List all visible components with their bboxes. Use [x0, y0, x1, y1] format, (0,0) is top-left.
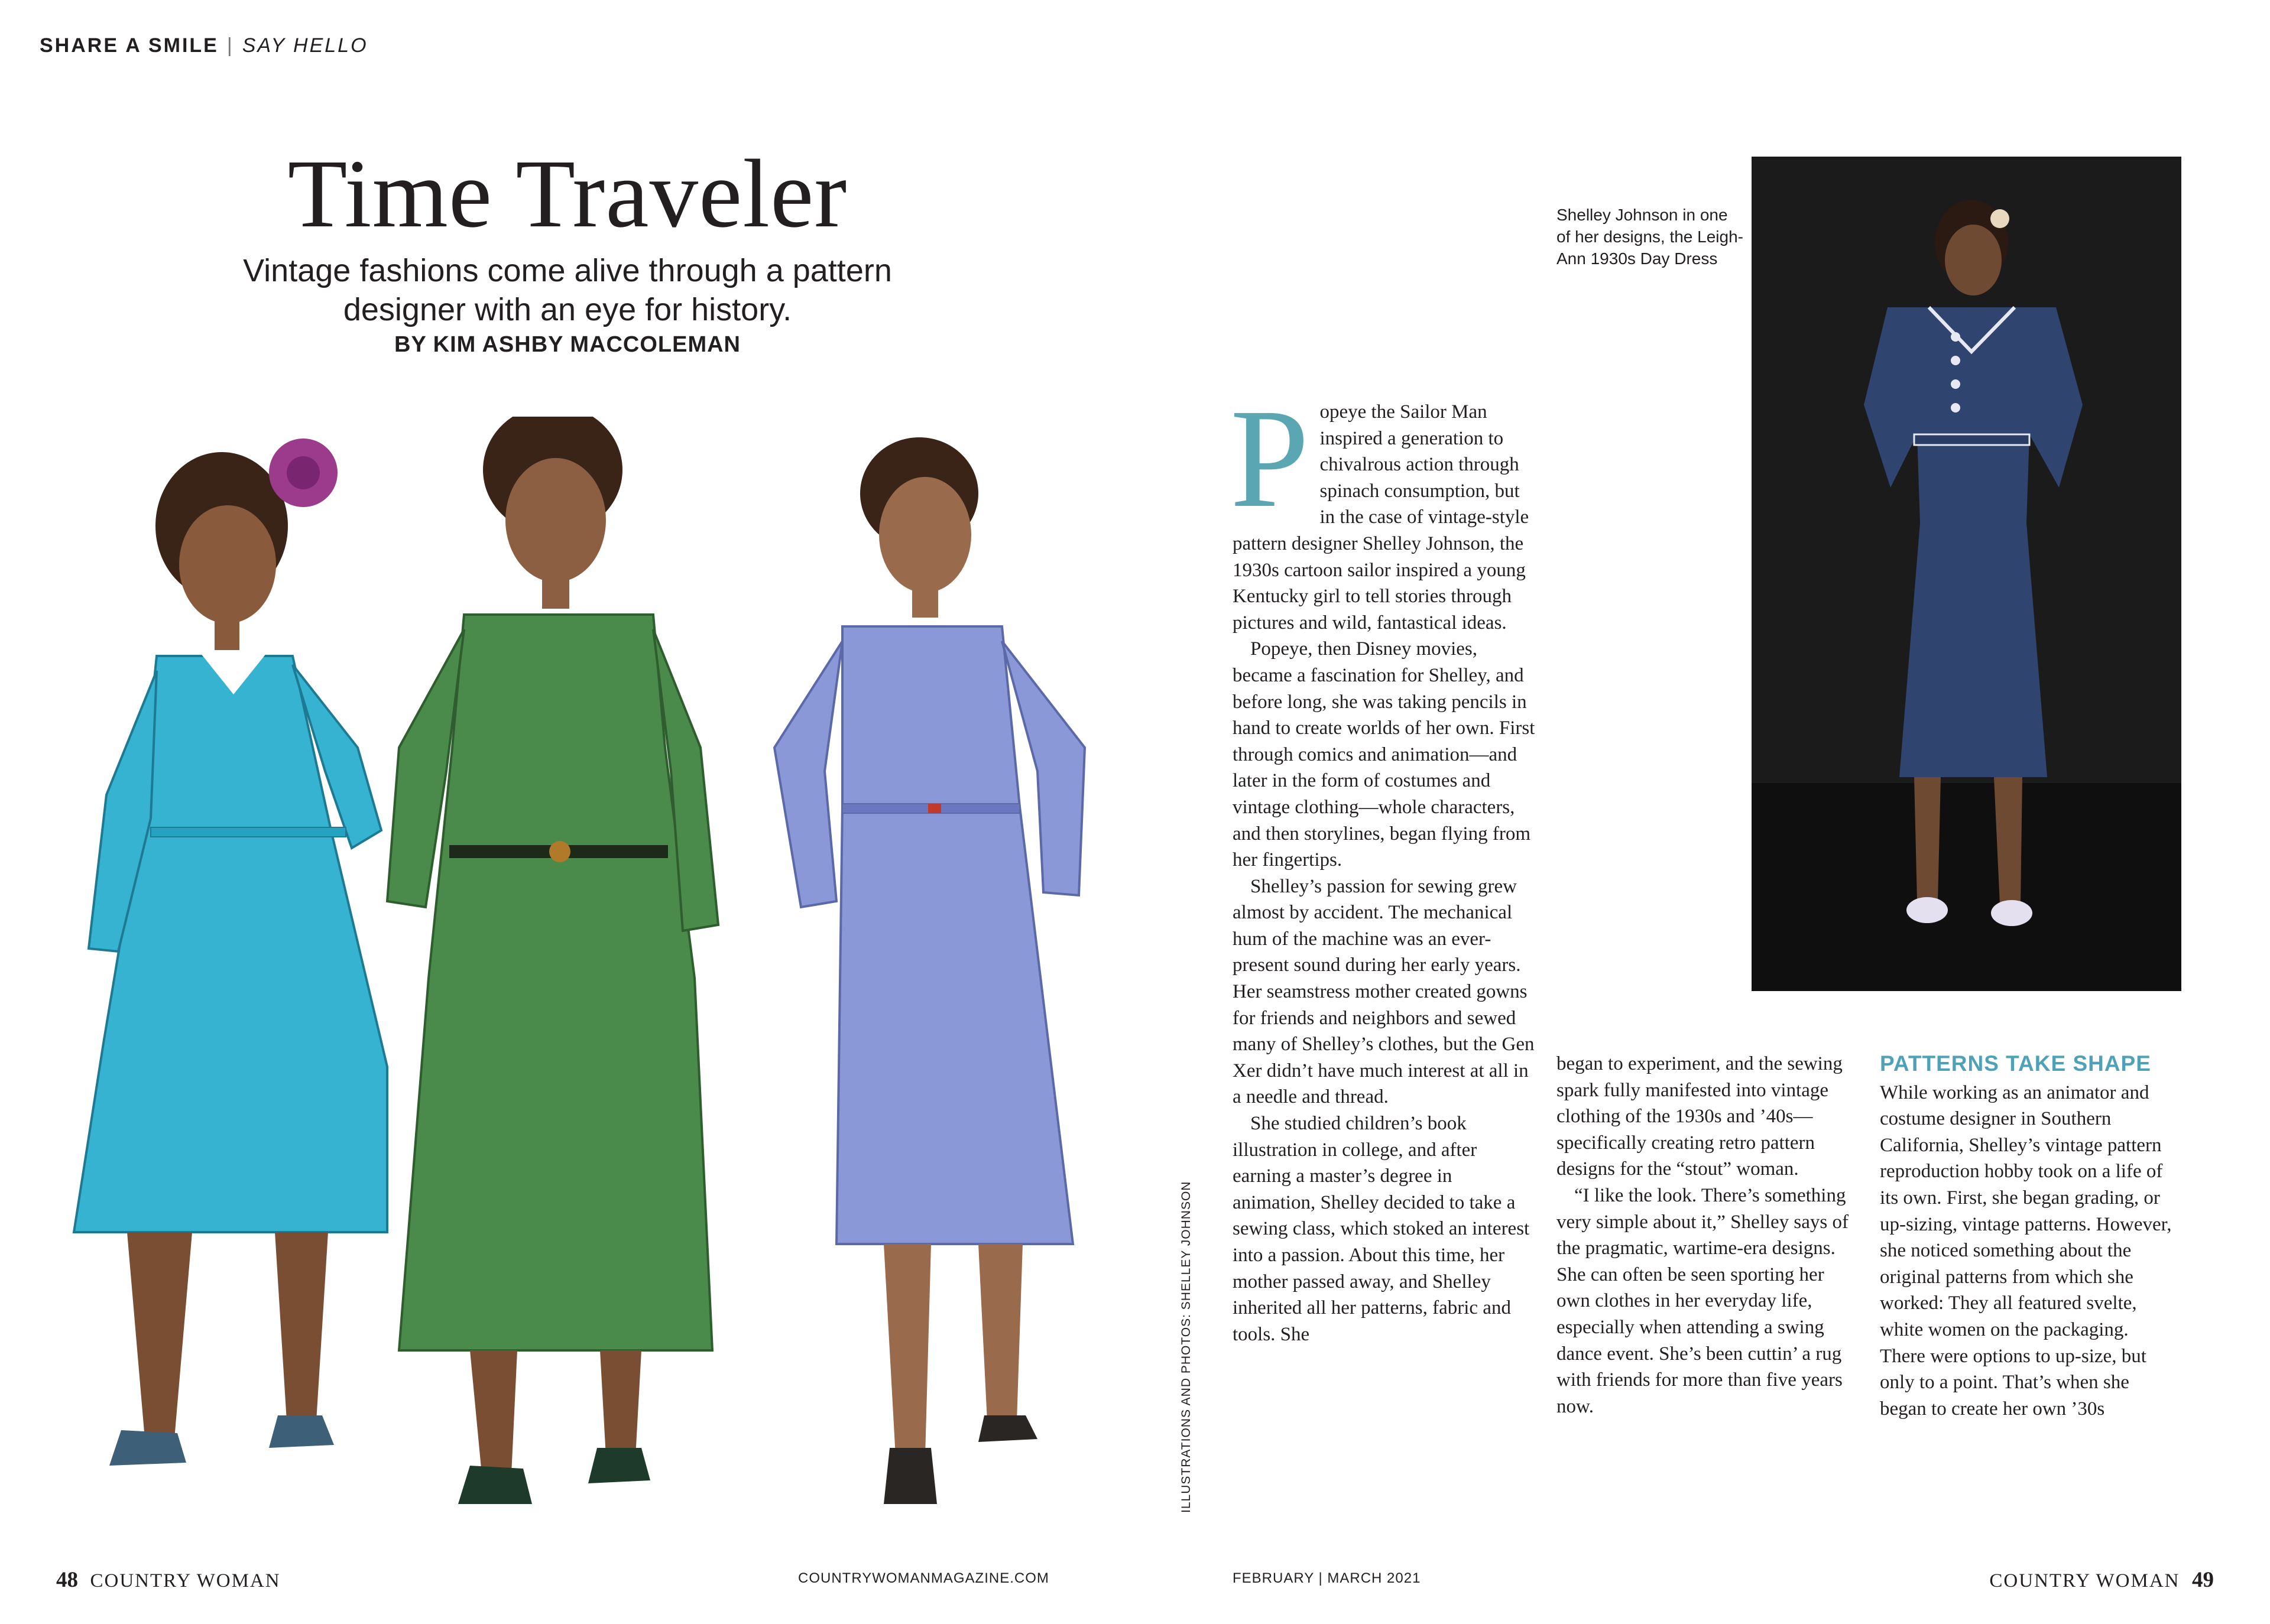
header-kicker: SHARE A SMILE [40, 34, 219, 57]
body-column-1 [1230, 379, 1537, 1347]
paragraph: opeye the Sailor Man inspired a generation to chivalrous action through spinach consumption, but in the case of vintage-style pattern designer Shelley Johnson, the 1930s cartoon sailor inspired a young Kentucky girl to tell stories through pictures and wild, fantastical ideas. [1233, 401, 1529, 634]
drop-cap: P [1230, 379, 1309, 537]
figure-teal-dress [74, 439, 387, 1466]
running-header [40, 34, 368, 57]
photo-caption: Shelley Johnson in one of her designs, the Leigh-Ann 1930s Day Dress [1556, 206, 1743, 268]
paragraph: began to experiment, and the sewing spark fully manifested into vintage clothing of the 1930s and ’40s—specifically creating retro pattern designs for the “stout” woman. [1556, 1053, 1843, 1180]
figure-green-dress [387, 417, 718, 1504]
folio-left [56, 1567, 281, 1593]
article-title: Time Traveler [287, 139, 848, 248]
photo-credit: ILLUSTRATIONS AND PHOTOS: SHELLEY JOHNSON [1179, 1181, 1193, 1513]
illustration-three-dresses [56, 417, 1108, 1551]
article-subtitle: Vintage fashions come alive through a pattern designer with an eye for history. [243, 253, 892, 327]
magazine-name-right: COUNTRY WOMAN [1989, 1570, 2180, 1591]
body-column-3 [1880, 1051, 2175, 1422]
header-separator: | [226, 34, 234, 57]
body-column-2 [1556, 1051, 1858, 1420]
article-byline: BY KIM ASHBY MACCOLEMAN [394, 332, 741, 357]
paragraph: She studied children’s book illustration in college, and after earning a master’s degree in animation, Shelley decided to take a sewing class, which stoked an interest into a passion. About this time, her mother passed away, and Shelley inherited all her patterns, fabric and tools. She [1233, 1113, 1530, 1345]
paragraph: While working as an animator and costume designer in Southern California, Shelley’s vintage pattern reproduction hobby took on a life of its own. First, she began grading, or up-sizing, vintage patterns. However, she noticed something about the original patterns from which she worked: They all featured svelte, white women on the packaging. There were options to up-size, but only to a point. That’s when she began to create her own ’30s [1880, 1081, 2172, 1420]
paragraph: Shelley’s passion for sewing grew almost by accident. The mechanical hum of the machine was an ever-present sound during her early years. Her seamstress mother created gowns for friends and neighbors and sewed many of Shelley’s clothes, but the Gen Xer didn’t have much interest at all in a needle and thread. [1233, 875, 1535, 1108]
page-number-right: 49 [2192, 1568, 2214, 1592]
figure-periwinkle-dress [774, 437, 1085, 1504]
section-heading: PATTERNS TAKE SHAPE [1880, 1051, 2151, 1076]
paragraph: “I like the look. There’s something very simple about it,” Shelley says of the pragmatic, wartime-era designs. She can often be seen sporting her own clothes in her everyday life, especially when attending a swing dance event. She’s been cuttin’ a rug with friends for more than five years now. [1556, 1184, 1849, 1417]
footer-date: FEBRUARY | MARCH 2021 [1233, 1570, 1421, 1586]
footer-url: COUNTRYWOMANMAGAZINE.COM [798, 1570, 1049, 1586]
paragraph: Popeye, then Disney movies, became a fascination for Shelley, and before long, she was taking pencils in hand to create worlds of her own. First through comics and animation—and later in the form of costumes and vintage clothing—whole characters, and then storylines, began flying from her fingertips. [1233, 638, 1535, 871]
folio-right [1989, 1567, 2214, 1593]
magazine-name-left: COUNTRY WOMAN [90, 1570, 281, 1591]
page-number-left: 48 [56, 1568, 78, 1592]
photo-designer-navy-dress [1752, 157, 2181, 991]
header-section: SAY HELLO [242, 34, 368, 57]
